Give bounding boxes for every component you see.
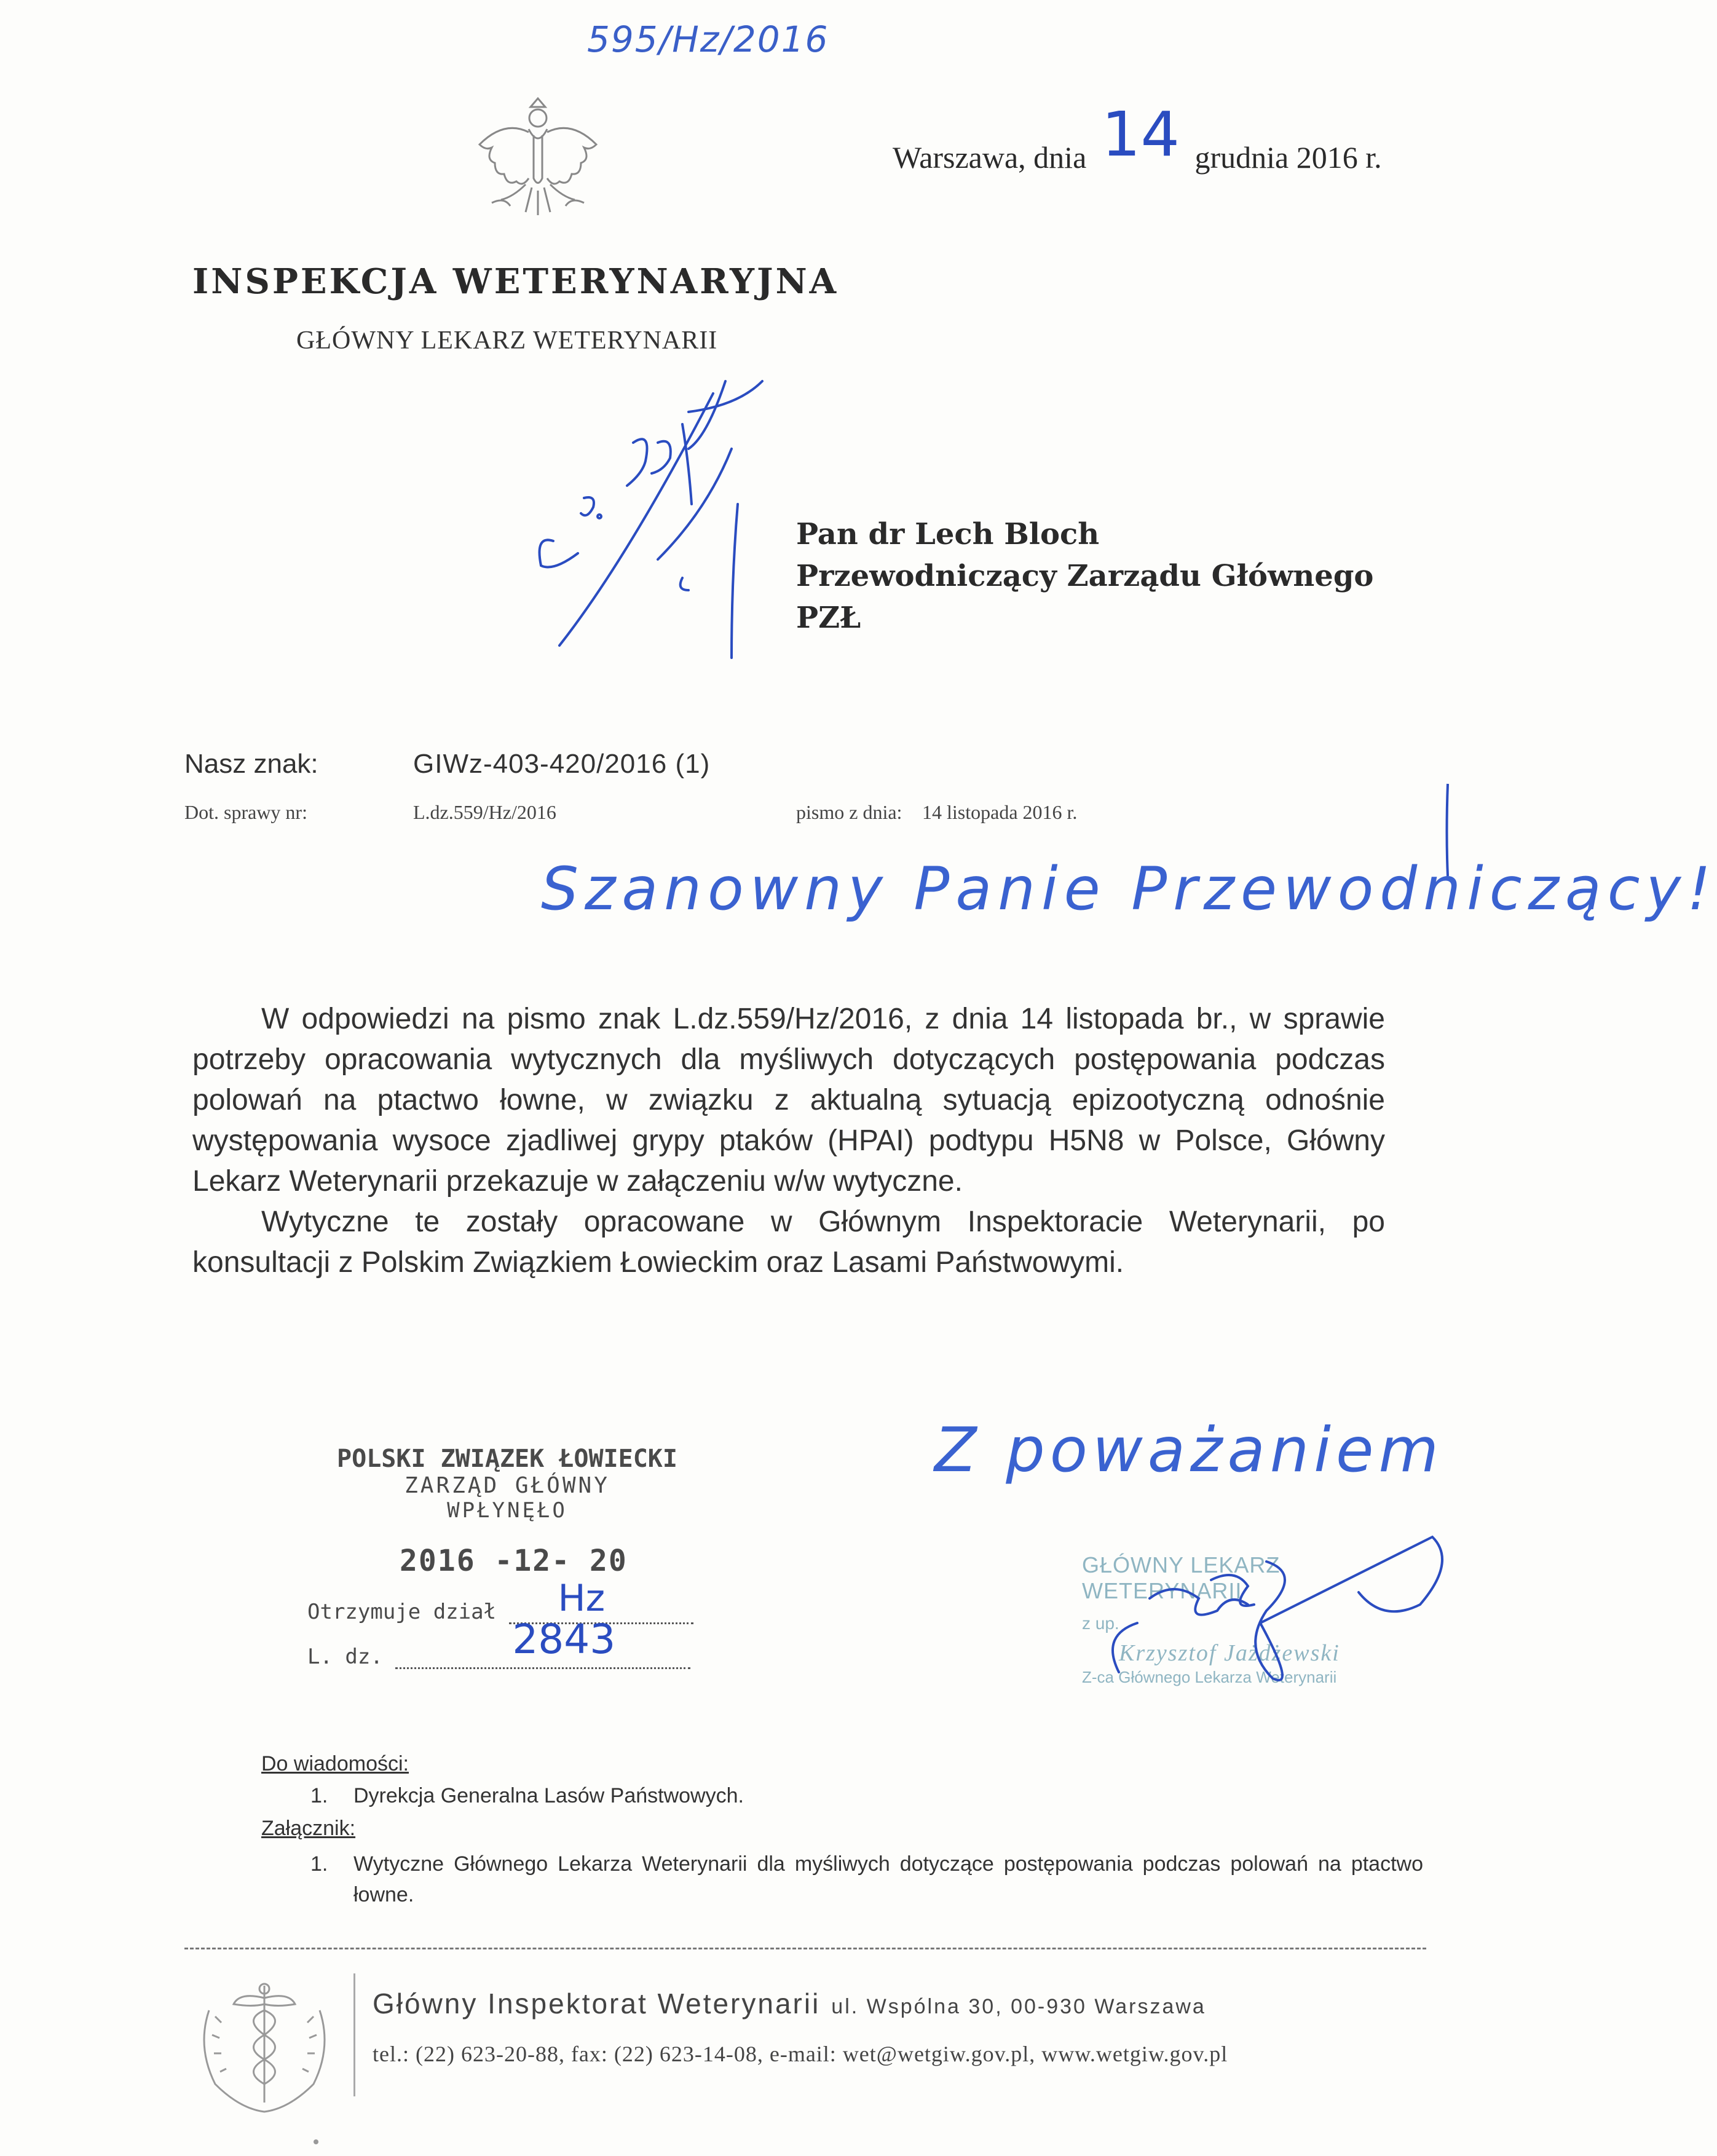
handwritten-annotation (504, 369, 811, 639)
sig-zup: z up. (1082, 1614, 1119, 1633)
nasz-znak-label: Nasz znak: (184, 749, 318, 779)
stamp-dept-row (307, 1577, 707, 1624)
cc-item-1: 1. Dyrekcja Generalna Lasów Państwowych. (310, 1784, 744, 1807)
recipient-name: Pan dr Lech Bloch (796, 517, 1100, 551)
footer-contact: tel.: (22) 623-20-88, fax: (22) 623-14-08, e-mail: wet@wetgiw.gov.pl, www.wetgiw.gov.pl (373, 2042, 1228, 2066)
stamp-received: WPŁYNĘŁO (447, 1498, 567, 1523)
pismo-label: pismo z dnia: (796, 801, 902, 823)
stamp-dept-value: Hz (558, 1577, 606, 1620)
footer-vline (353, 1973, 355, 2096)
eagle-emblem-icon (467, 80, 609, 234)
footer-address: ul. Wspólna 30, 00-930 Warszawa (831, 1995, 1206, 2018)
pismo-value: 14 listopada 2016 r. (922, 801, 1078, 823)
sig-title: GŁÓWNY LEKARZ WETERYNARII (1082, 1552, 1281, 1603)
dot-sprawy-label: Dot. sprawy nr: (184, 801, 307, 823)
date-day-handwritten: 14 (1101, 98, 1180, 170)
stamp-sub: ZARZĄD GŁÓWNY (405, 1473, 610, 1498)
stamp-dept-label: Otrzymuje dział (307, 1600, 497, 1624)
footer-org: Główny Inspektorat Weterynarii (373, 1988, 821, 2020)
recipient-block (796, 513, 1373, 639)
handwritten-closing: Z poważaniem (934, 1414, 1443, 1486)
attachment-label: Załącznik: (261, 1817, 356, 1840)
scan-mark (314, 2139, 318, 2144)
sig-name: Krzysztof Jażdżewski (1119, 1640, 1340, 1666)
attachment-item-1: 1. Wytyczne Głównego Lekarza Weterynarii dla myśliwych dotyczące postępowania podczas polowań na ptactwo łowne. (310, 1849, 1423, 1910)
org-name: INSPEKCJA WETERYNARYJNA (192, 261, 839, 302)
dot-sprawy-value: L.dz.559/Hz/2016 (413, 801, 556, 823)
date-line (893, 98, 1382, 183)
recipient-org: PZŁ (796, 601, 861, 635)
body-paragraph-2: Wytyczne te zostały opracowane w Głównym Inspektoracie Weterynarii, po konsultacji z Polskim Związkiem Łowieckim oraz Lasami Państwowymi. (192, 1206, 1385, 1279)
handwritten-reference: 595/Hz/2016 (587, 18, 829, 60)
footer-divider (184, 1948, 1426, 1949)
date-suffix: grudnia 2016 r. (1194, 140, 1382, 175)
caduceus-emblem-icon (184, 1961, 344, 2121)
nasz-znak-value: GIWz-403-420/2016 (1) (413, 749, 711, 779)
stamp-ldz-row (307, 1616, 707, 1669)
stamp-org: POLSKI ZWIĄZEK ŁOWIECKI (337, 1445, 677, 1473)
stamp-ldz-value: 2843 (512, 1616, 616, 1663)
recipient-title: Przewodniczący Zarządu Głównego (796, 559, 1374, 593)
handwritten-signature (1064, 1377, 1463, 1721)
received-stamp (307, 1445, 707, 1669)
cc-label: Do wiadomości: (261, 1752, 409, 1775)
stamp-date: 2016 -12- 20 (400, 1544, 628, 1578)
sig-role: Z-ca Głównego Lekarza Weterynarii (1082, 1668, 1337, 1686)
letter-body (192, 999, 1385, 1283)
footer-line-1 (373, 1987, 1206, 2020)
org-subtitle: GŁÓWNY LEKARZ WETERYNARII (296, 326, 718, 355)
attachment-item-1-text: Wytyczne Głównego Lekarza Weterynarii dla myśliwych dotyczące postępowania podczas polowań na ptactwo łowne. (353, 1852, 1423, 1906)
stamp-ldz-label: L. dz. (307, 1645, 383, 1669)
body-paragraph-1: W odpowiedzi na pismo znak L.dz.559/Hz/2016, z dnia 14 listopada br., w sprawie potrzeby opracowania wytycznych dla myśliwych dotyczących postępowania podczas polowań na ptactwo łowne, w związku z aktualną sytuacją epizootyczną odnośnie występowania wysoce zjadliwej grypy ptaków (HPAI) podtypu H5N8 w Polsce, Główny Lekarz Weterynarii przekazuje w załączeniu w/w wytyczne. (192, 1003, 1385, 1198)
date-prefix: Warszawa, dnia (893, 140, 1087, 175)
cc-item-1-text: Dyrekcja Generalna Lasów Państwowych. (353, 1784, 744, 1807)
handwritten-salutation: Szanowny Panie Przewodniczący! (541, 855, 1717, 923)
